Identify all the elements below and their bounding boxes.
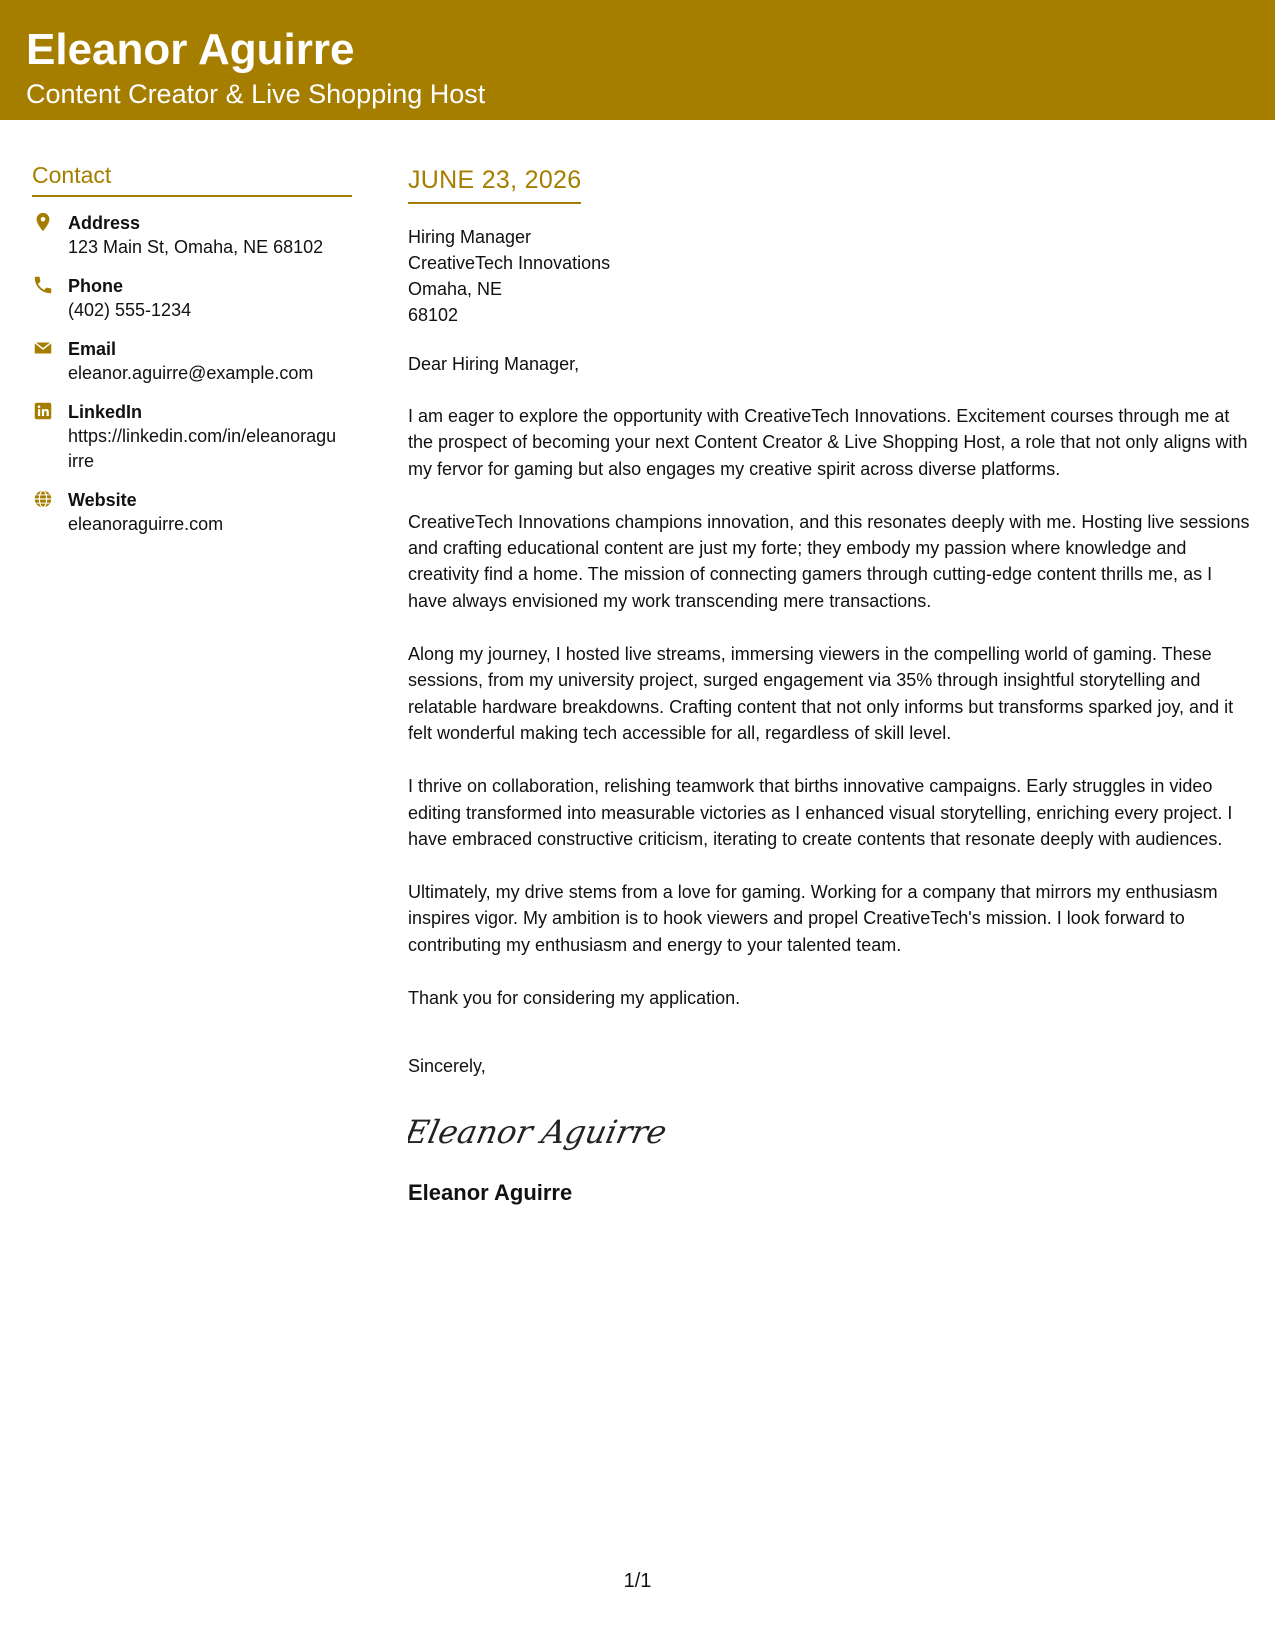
contact-email xyxy=(32,337,352,386)
contact-address xyxy=(32,211,352,260)
recipient-line: CreativeTech Innovations xyxy=(408,253,611,273)
location-pin-icon xyxy=(32,211,54,233)
paragraph: CreativeTech Innovations champions innovation, and this resonates deeply with me. Hosting live sessions and crafting educational content are just my forte; they embody my passion where knowledge and creativity find a home. The mission of connecting gamers through cutting-edge content thrills me, as I have always envisioned my work transcending mere transactions. xyxy=(408,511,1250,611)
contact-label: LinkedIn xyxy=(68,402,143,422)
signer-name: Eleanor Aguirre xyxy=(408,1180,573,1206)
paragraph: Thank you for considering my application. xyxy=(408,988,741,1009)
paragraph: Along my journey, I hosted live streams, immersing viewers in the compelling world of gaming. These sessions, from my university project, surged engagement via 35% through insightful storytelling and relatable hardware breakdowns. Crafting content that not only informs but transforms sparked joy, and it felt wonderful making tech accessible for all, regardless of skill level. xyxy=(408,644,1234,743)
contact-website xyxy=(32,488,352,537)
contact-phone xyxy=(32,274,352,323)
recipient-block xyxy=(408,224,1253,328)
signature-image xyxy=(408,1101,668,1161)
contact-value[interactable]: eleanoraguirre.com xyxy=(68,514,224,534)
paragraph: I thrive on collaboration, relishing teamwork that births innovative campaigns. Early struggles in video editing transformed into measurable victories as I enhanced visual storytelling, enriching every project. I have embraced constructive criticism, iterating to create contents that resonate deeply with audiences. xyxy=(408,776,1233,849)
applicant-role: Content Creator & Live Shopping Host xyxy=(26,79,486,109)
recipient-line: Hiring Manager xyxy=(408,227,532,247)
applicant-name: Eleanor Aguirre xyxy=(26,25,355,74)
contact-value[interactable]: https://linkedin.com/in/eleanoraguirre xyxy=(68,426,337,471)
paragraph: I am eager to explore the opportunity with CreativeTech Innovations. Excitement courses through me at the prospect of becoming your next Content Creator & Live Shopping Host, a role that not only aligns with my fervor for gaming but also engages my creative spirit across diverse platforms. xyxy=(408,406,1248,479)
contact-value: 123 Main St, Omaha, NE 68102 xyxy=(68,237,324,257)
contact-label: Phone xyxy=(68,276,124,296)
phone-icon xyxy=(32,274,54,296)
contact-label: Website xyxy=(68,490,137,510)
contact-value: eleanor.aguirre@example.com xyxy=(68,363,314,383)
contact-linkedin xyxy=(32,400,352,474)
header-banner xyxy=(0,0,1275,120)
letter-date: JUNE 23, 2026 xyxy=(408,166,581,204)
page-number: 1/1 xyxy=(623,1570,652,1592)
contact-label: Email xyxy=(68,339,117,359)
recipient-line: Omaha, NE xyxy=(408,279,503,299)
globe-icon xyxy=(32,488,54,510)
contact-section-title: Contact xyxy=(32,162,352,197)
closing: Sincerely, xyxy=(408,1056,486,1077)
linkedin-icon xyxy=(32,400,54,422)
recipient-line: 68102 xyxy=(408,305,459,325)
paragraph: Ultimately, my drive stems from a love for gaming. Working for a company that mirrors my enthusiasm inspires vigor. My ambition is to hook viewers and propel CreativeTech's mission. I look forward to contributing my enthusiasm and energy to your talented team. xyxy=(408,882,1218,955)
contact-value: (402) 555-1234 xyxy=(68,300,192,320)
letter-body xyxy=(408,166,1253,1206)
envelope-icon xyxy=(32,337,54,359)
greeting: Dear Hiring Manager, xyxy=(408,354,580,374)
contact-label: Address xyxy=(68,213,141,233)
signature-text: Eleanor Aguirre xyxy=(408,1113,668,1152)
contact-sidebar xyxy=(32,162,352,551)
